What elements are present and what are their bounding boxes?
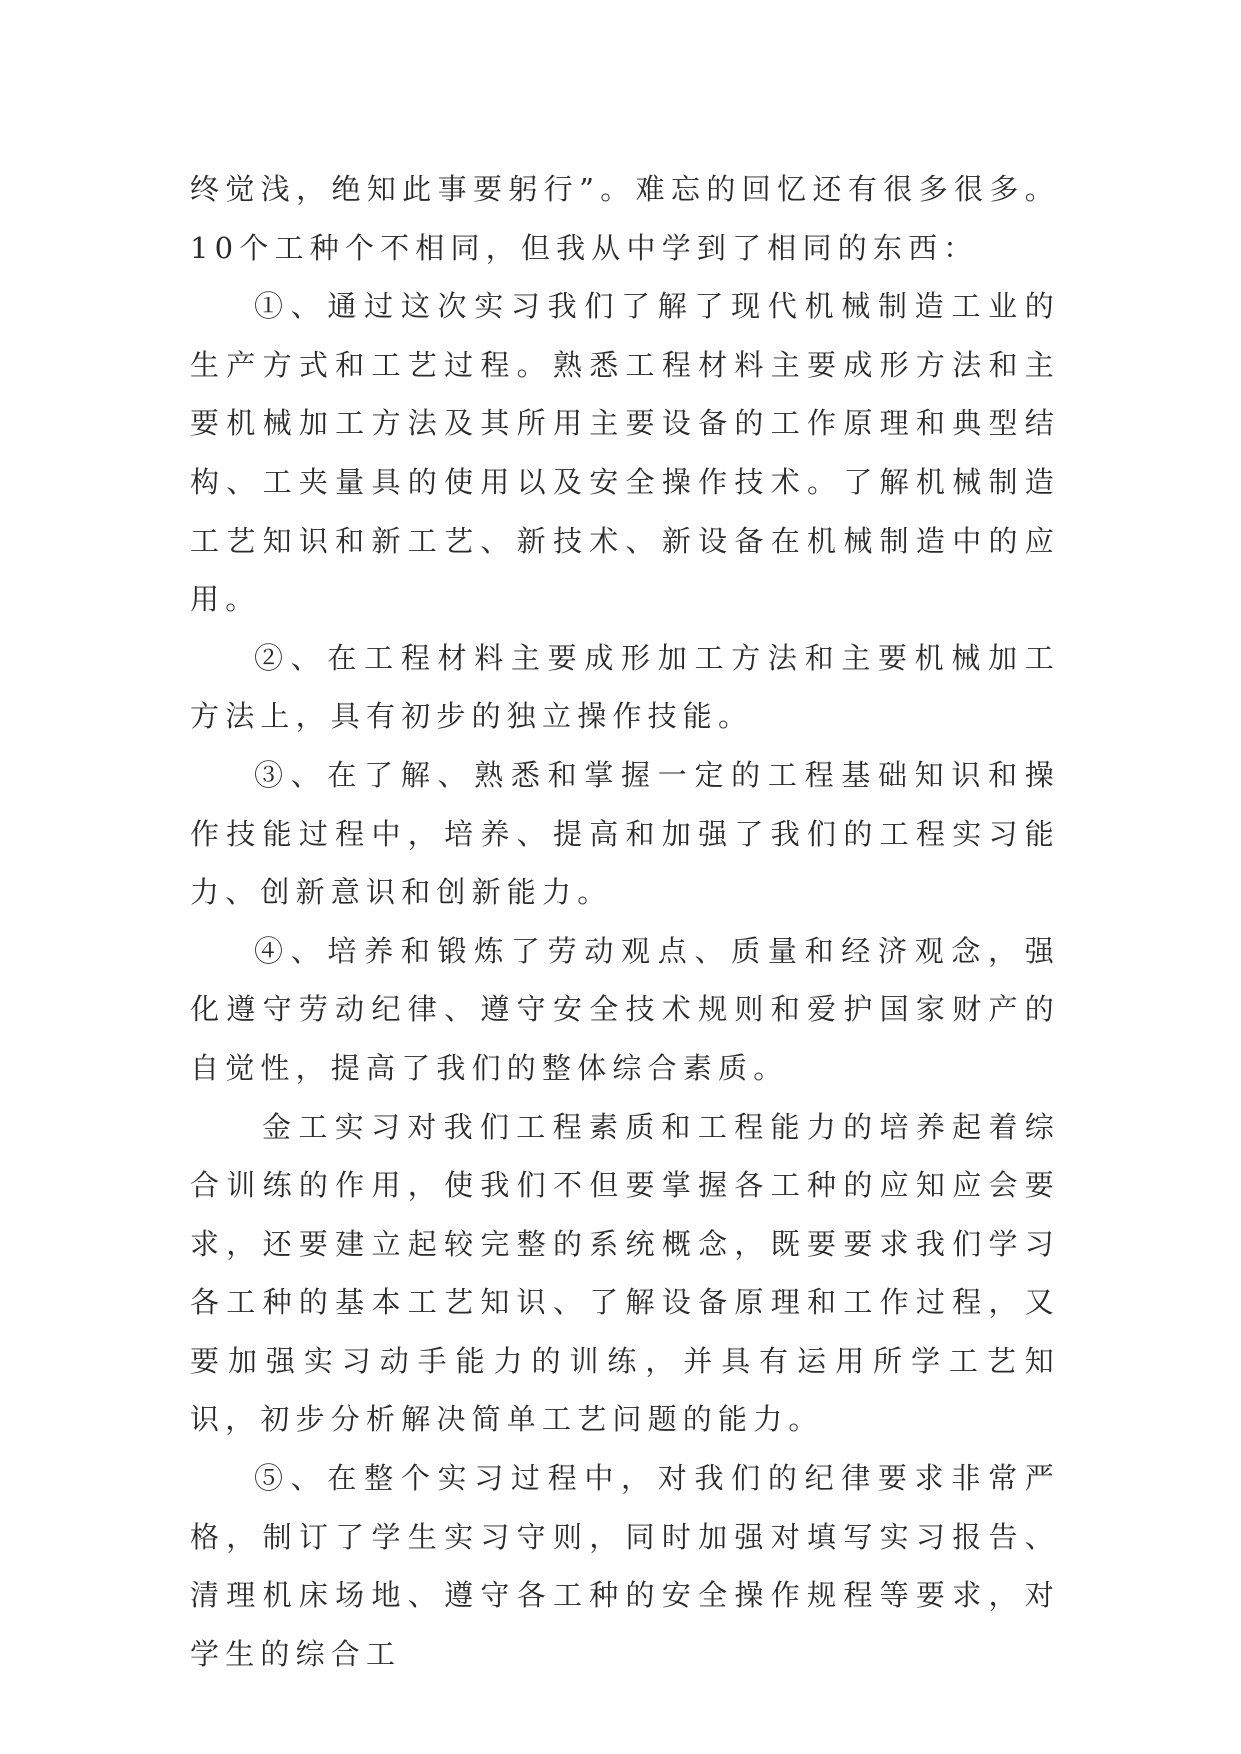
paragraph-continuation: 终觉浅，绝知此事要躬行”。难忘的回忆还有很多很多。10个工种个不相同，但我从中学到了相同的东西： xyxy=(190,172,1060,265)
paragraph-point-2: ②、在工程材料主要成形加工方法和主要机械加工方法上，具有初步的独立操作技能。 xyxy=(190,640,1060,734)
paragraph-point-5: ⑤、在整个实习过程中，对我们的纪律要求非常严格，制订了学生实习守则，同时加强对填写实习报告、清理机床场地、遵守各工种的安全操作规程等要求，对学生的综合工 xyxy=(190,1461,1060,1671)
paragraph-point-3: ③、在了解、熟悉和掌握一定的工程基础知识和操作技能过程中，培养、提高和加强了我们的工程实习能力、创新意识和创新能力。 xyxy=(190,757,1060,910)
paragraph-point-1: ①、通过这次实习我们了解了现代机械制造工业的生产方式和工艺过程。熟悉工程材料主要成形方法和主要机械加工方法及其所用主要设备的工作原理和典型结构、工夹量具的使用以及安全操作技术。了解机械制造工艺知识和新工艺、新技术、新设备在机械制造中的应用。 xyxy=(190,289,1060,617)
document-body xyxy=(190,160,1060,1683)
paragraph-summary: 金工实习对我们工程素质和工程能力的培养起着综合训练的作用，使我们不但要掌握各工种的应知应会要求，还要建立起较完整的系统概念，既要要求我们学习各工种的基本工艺知识、了解设备原理和工作过程，又要加强实习动手能力的训练，并具有运用所学工艺知识，初步分析解决简单工艺问题的能力。 xyxy=(190,1109,1060,1437)
paragraph-point-4: ④、培养和锻炼了劳动观点、质量和经济观念，强化遵守劳动纪律、遵守安全技术规则和爱护国家财产的自觉性，提高了我们的整体综合素质。 xyxy=(190,933,1060,1085)
